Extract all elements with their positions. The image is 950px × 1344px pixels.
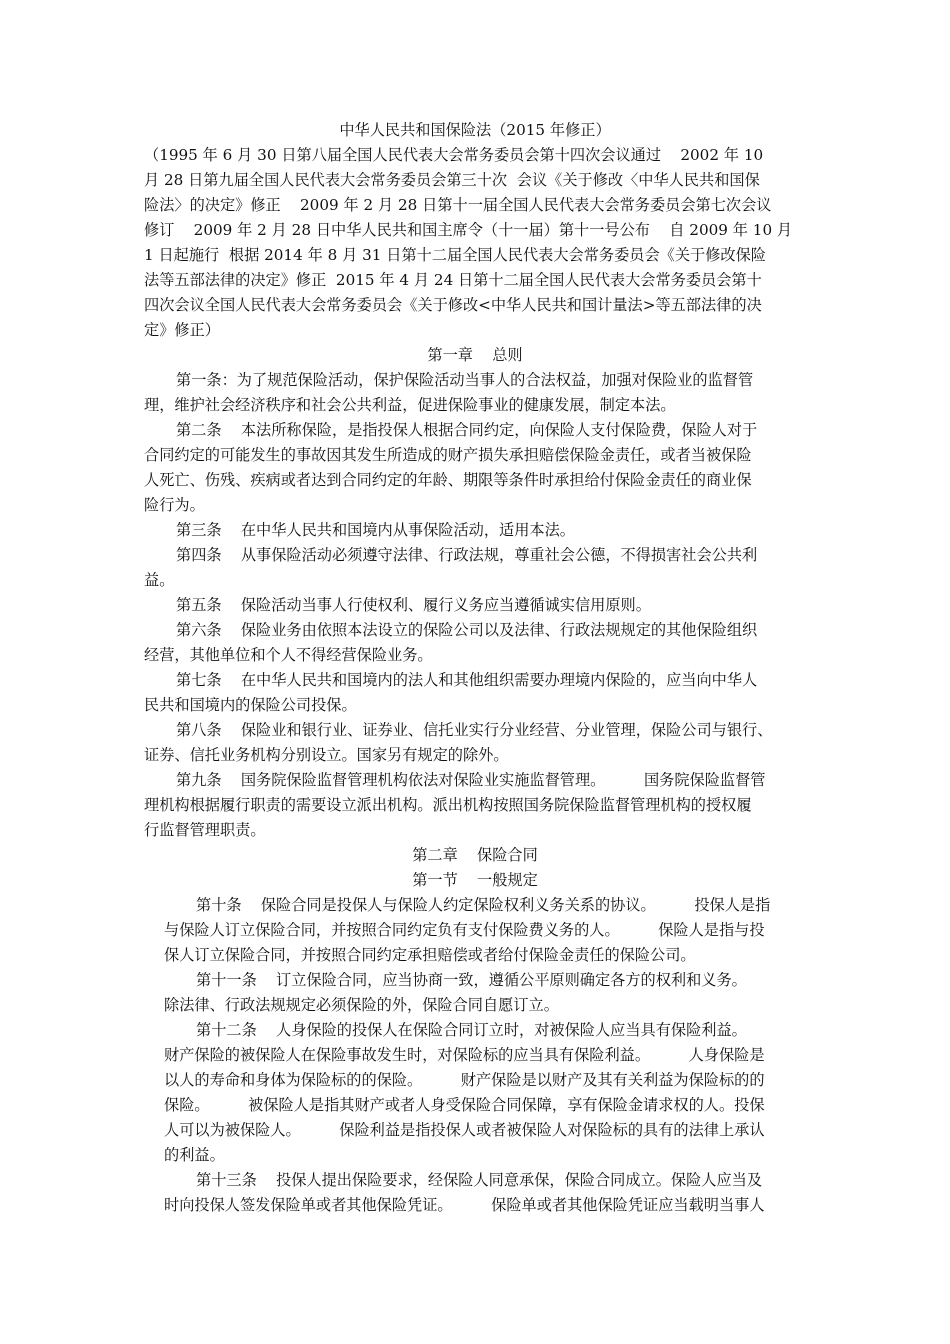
article-line: 第六条 保险业务由依照本法设立的保险公司以及法律、行政法规规定的其他保险组织 [176, 621, 758, 639]
article-line: 行监督管理职责。 [144, 821, 266, 839]
article-line: 保险。 被保险人是指其财产或者人身受保险合同保障，享有保险金请求权的人。投保 [164, 1096, 765, 1114]
preamble-line: （1995 年 6 月 30 日第八届全国人民代表大会常务委员会第十四次会议通过 2002 年 10 [144, 146, 764, 164]
article-line: 第三条 在中华人民共和国境内从事保险活动，适用本法。 [176, 521, 575, 539]
preamble-line: 1 日起施行 根据 2014 年 8 月 31 日第十二届全国人民代表大会常务委员会《关于修改保险 [144, 246, 766, 264]
article-line: 除法律、行政法规规定必须保险的外，保险合同自愿订立。 [164, 996, 559, 1014]
preamble-line: 险法〉的决定》修正 2009 年 2 月 28 日第十一届全国人民代表大会常务委员会第七次会议 [144, 196, 772, 214]
preamble-line: 月 28 日第九届全国人民代表大会常务委员会第三十次 会议《关于修改〈中华人民共和国保 [144, 171, 760, 189]
article-line: 时向投保人签发保险单或者其他保险凭证。 保险单或者其他保险凭证应当载明当事人 [164, 1196, 765, 1214]
preamble-line: 法等五部法律的决定》修正 2015 年 4 月 24 日第十二届全国人民代表大会常务委员会第十 [144, 271, 762, 289]
article-line: 理机构根据履行职责的需要设立派出机构。派出机构按照国务院保险监督管理机构的授权履 [144, 796, 752, 814]
article-line: 第十二条 人身保险的投保人在保险合同订立时，对被保险人应当具有保险利益。 [196, 1021, 747, 1039]
article-line: 经营，其他单位和个人不得经营保险业务。 [144, 646, 433, 664]
article-line: 第五条 保险活动当事人行使权利、履行义务应当遵循诚实信用原则。 [176, 596, 651, 614]
article-line: 合同约定的可能发生的事故因其发生所造成的财产损失承担赔偿保险金责任，或者当被保险 [144, 446, 752, 464]
document-title: 中华人民共和国保险法（2015 年修正） [339, 121, 611, 139]
article-line: 的利益。 [164, 1146, 225, 1164]
article-line: 益。 [144, 571, 175, 589]
article-line: 第九条 国务院保险监督管理机构依法对保险业实施监督管理。 国务院保险监督管 [176, 771, 766, 789]
preamble-line: 定》修正） [144, 321, 220, 339]
chapter-heading: 第二章 保险合同 [412, 846, 538, 864]
article-line: 第四条 从事保险活动必须遵守法律、行政法规，尊重社会公德，不得损害社会公共利 [176, 546, 758, 564]
article-line: 第二条 本法所称保险，是指投保人根据合同约定，向保险人支付保险费，保险人对于 [176, 421, 758, 439]
article-line: 人可以为被保险人。 保险利益是指投保人或者被保险人对保险标的具有的法律上承认 [164, 1121, 765, 1139]
preamble-line: 修订 2009 年 2 月 28 日中华人民共和国主席令（十一届）第十一号公布 自 2009 年 10 月 [144, 221, 793, 239]
section-heading: 第一节 一般规定 [412, 871, 538, 889]
article-line: 第十三条 投保人提出保险要求，经保险人同意承保，保险合同成立。保险人应当及 [196, 1171, 763, 1189]
article-line: 财产保险的被保险人在保险事故发生时，对保险标的应当具有保险利益。 人身保险是 [164, 1046, 765, 1064]
article-line: 以人的寿命和身体为保险标的的保险。 财产保险是以财产及其有关利益为保险标的的 [164, 1071, 765, 1089]
article-line: 与保险人订立保险合同，并按照合同约定负有支付保险费义务的人。 保险人是指与投 [164, 921, 765, 939]
article-line: 保人订立保险合同，并按照合同约定承担赔偿或者给付保险金责任的保险公司。 [164, 946, 696, 964]
article-line: 险行为。 [144, 496, 205, 514]
article-line: 第八条 保险业和银行业、证券业、信托业实行分业经营、分业管理，保险公司与银行、 [176, 721, 773, 739]
article-line: 证券、信托业务机构分别设立。国家另有规定的除外。 [144, 746, 509, 764]
article-line: 民共和国境内的保险公司投保。 [144, 696, 357, 714]
article-line: 第七条 在中华人民共和国境内的法人和其他组织需要办理境内保险的，应当向中华人 [176, 671, 758, 689]
chapter-heading: 第一章 总则 [427, 346, 523, 364]
article-line: 理，维护社会经济秩序和社会公共利益，促进保险事业的健康发展，制定本法。 [144, 396, 676, 414]
article-line: 第十条 保险合同是投保人与保险人约定保险权利义务关系的协议。 投保人是指 [196, 896, 771, 914]
article-line: 第一条：为了规范保险活动，保护保险活动当事人的合法权益，加强对保险业的监督管 [176, 371, 754, 389]
article-line: 人死亡、伤残、疾病或者达到合同约定的年龄、期限等条件时承担给付保险金责任的商业保 [144, 471, 752, 489]
preamble-line: 四次会议全国人民代表大会常务委员会《关于修改<中华人民共和国计量法>等五部法律的决 [144, 296, 762, 314]
article-line: 第十一条 订立保险合同，应当协商一致，遵循公平原则确定各方的权利和义务。 [196, 971, 747, 989]
